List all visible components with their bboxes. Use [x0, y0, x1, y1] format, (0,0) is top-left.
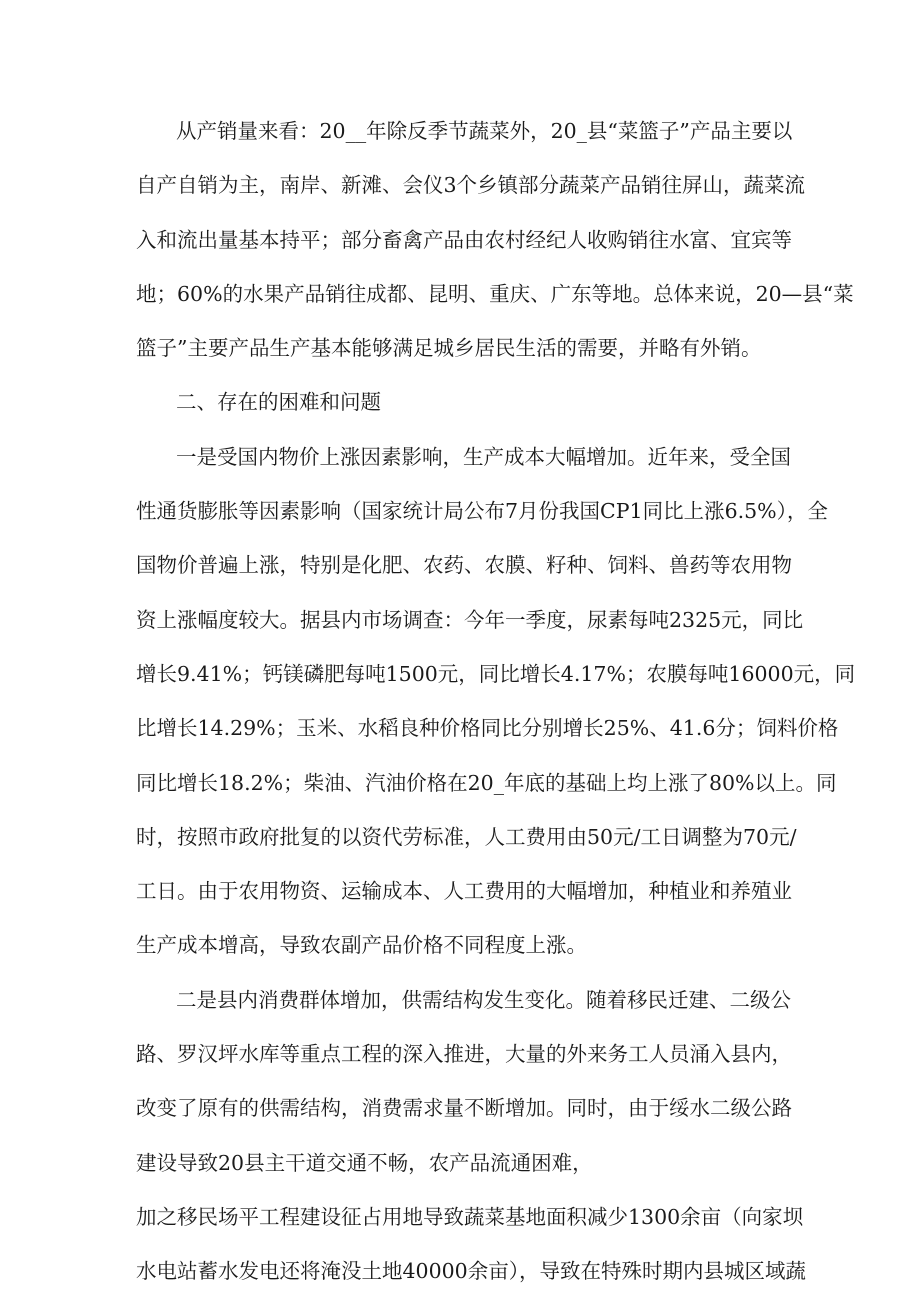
paragraph-line: 同比增长18.2%；柴油、汽油价格在20_年底的基础上均上涨了80%以上。同: [136, 770, 837, 795]
paragraph-line: 路、罗汉坪水库等重点工程的深入推进，大量的外来务工人员涌入县内，: [136, 1042, 792, 1067]
paragraph-line: 国物价普遍上涨，特别是化肥、农药、农膜、籽种、饲料、兽药等农用物: [136, 553, 792, 578]
paragraph-line: 时，按照市政府批复的以资代劳标准，人工费用由50元/工日调整为70元/: [136, 824, 797, 849]
paragraph-line: 篮子”主要产品生产基本能够满足城乡居民生活的需要，并略有外销。: [136, 336, 762, 361]
paragraph-line: 入和流出量基本持平；部分畜禽产品由农村经纪人收购销往水富、宜宾等: [136, 227, 792, 252]
paragraph-line: 自产自销为主，南岸、新滩、会仪3个乡镇部分蔬菜产品销往屏山，蔬菜流: [136, 173, 806, 198]
paragraph-line: 增长9.41%；钙镁磷肥每吨1500元，同比增长4.17%；农膜每吨16000元，同: [136, 661, 856, 686]
paragraph-line: 建设导致20县主干道交通不畅，农产品流通困难，: [136, 1150, 593, 1175]
paragraph-line: 二是县内消费群体增加，供需结构发生变化。随着移民迁建、二级公: [176, 987, 791, 1012]
paragraph-line: 工日。由于农用物资、运输成本、人工费用的大幅增加，种植业和养殖业: [136, 879, 792, 904]
section-heading: 二、存在的困难和问题: [176, 390, 381, 415]
paragraph-line: 生产成本增高，导致农副产品价格不同程度上涨。: [136, 933, 587, 958]
document-body: [136, 104, 856, 1299]
paragraph-line: 改变了原有的供需结构，消费需求量不断增加。同时，由于绥水二级公路: [136, 1096, 792, 1121]
paragraph-line: 从产销量来看：20__年除反季节蔬菜外，20_县“菜篮子”产品主要以: [176, 119, 793, 143]
paragraph-line: 加之移民场平工程建设征占用地导致蔬菜基地面积减少1300余亩（向家坝: [136, 1204, 804, 1229]
paragraph-line: 水电站蓄水发电还将淹没土地40000余亩），导致在特殊时期内县城区域蔬: [136, 1259, 806, 1284]
paragraph-line: 一是受国内物价上涨因素影响，生产成本大幅增加。近年来，受全国: [176, 444, 791, 469]
paragraph-line: 性通货膨胀等因素影响（国家统计局公布7月份我国CP1同比上涨6.5%），全: [136, 499, 828, 524]
paragraph-line: 地；60%的水果产品销往成都、昆明、重庆、广东等地。总体来说，20—县“菜: [136, 281, 854, 306]
paragraph-line: 比增长14.29%；玉米、水稻良种价格同比分别增长25%、41.6分；饲料价格: [136, 716, 839, 741]
paragraph-line: 资上涨幅度较大。据县内市场调查：今年一季度，尿素每吨2325元，同比: [136, 607, 804, 632]
